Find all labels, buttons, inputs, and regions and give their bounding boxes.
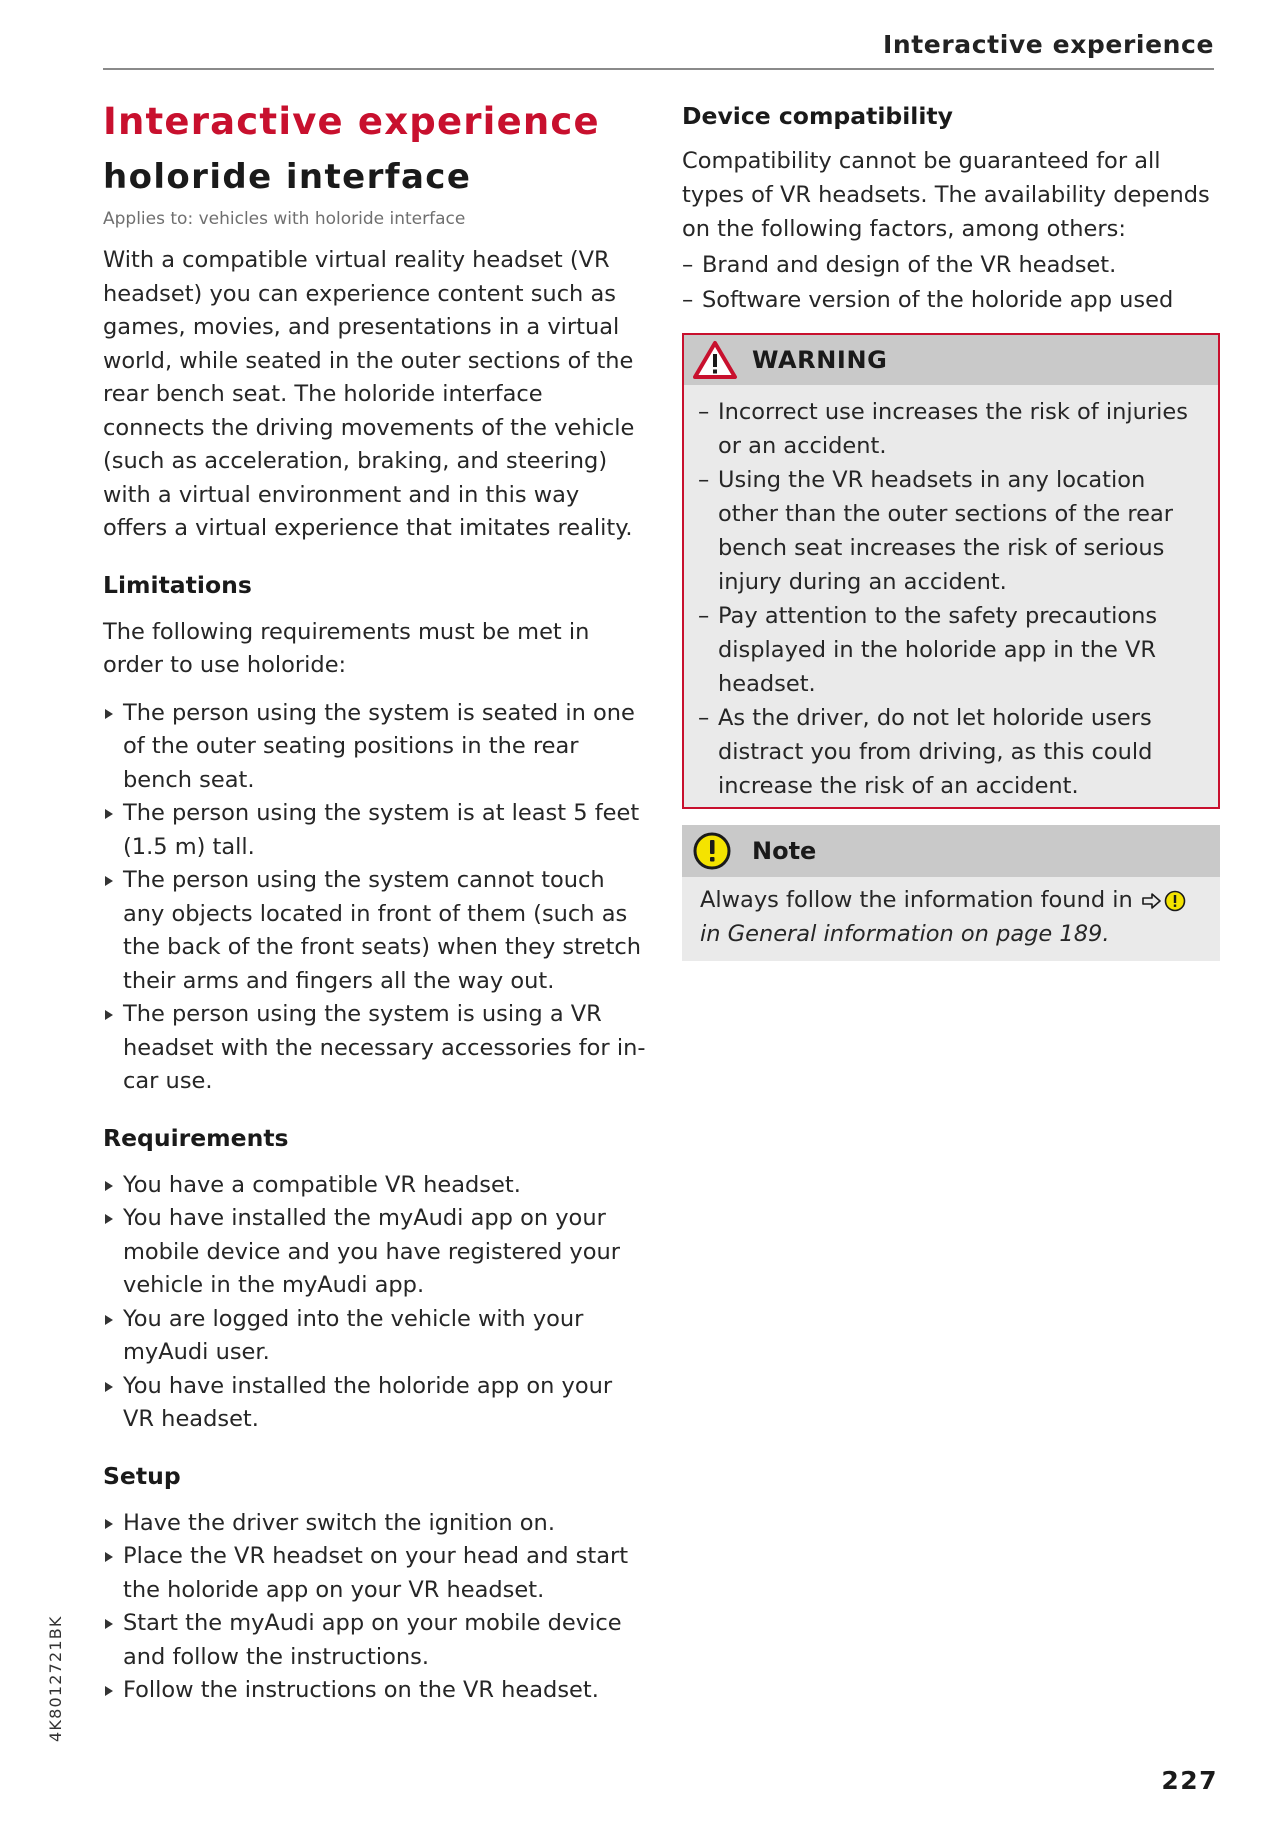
- list-item-text: Have the driver switch the ignition on.: [123, 1509, 555, 1536]
- list-item-text: You have installed the holoride app on your VR headset.: [123, 1372, 613, 1432]
- list-item-text: You are logged into the vehicle with your myAudi user.: [123, 1305, 584, 1365]
- bullet-triangle-icon: [105, 809, 113, 819]
- list-item: – Software version of the holoride app used: [682, 286, 1174, 313]
- list-item: [103, 1202, 649, 1303]
- list-item: [103, 1607, 649, 1674]
- warning-list: [684, 385, 1218, 807]
- list-item-text: You have installed the myAudi app on your mobile device and you have registered your vehicle in the myAudi app.: [123, 1205, 620, 1298]
- list-item: – Incorrect use increases the risk of injuries or an accident.: [698, 399, 1188, 459]
- list-item: [103, 1540, 649, 1607]
- requirements-heading: Requirements: [103, 1123, 289, 1152]
- list-item-text: Place the VR headset on your head and start the holoride app on your VR headset.: [123, 1543, 629, 1603]
- document-code: 4K8012721BK: [46, 1615, 65, 1742]
- section-title: Interactive experience: [103, 100, 600, 143]
- left-column: [103, 96, 649, 1708]
- compatibility-factors-list: [682, 248, 1220, 317]
- note-exclamation-icon: [692, 831, 732, 871]
- setup-list: [103, 1507, 649, 1708]
- list-item-text: Software version of the holoride app used: [702, 286, 1174, 313]
- list-item: [103, 797, 649, 864]
- list-item-text: Incorrect use increases the risk of injuries or an accident.: [718, 399, 1188, 459]
- applies-to-note: Applies to: vehicles with holoride interface: [103, 209, 466, 229]
- warning-header: [684, 335, 1218, 385]
- list-item: [103, 697, 649, 798]
- list-item-text: You have a compatible VR headset.: [123, 1171, 521, 1198]
- list-item-text: The person using the system is using a VR headset with the necessary accessories for in-car use.: [123, 1001, 646, 1094]
- page-number: 227: [1161, 1766, 1218, 1795]
- list-item: – Brand and design of the VR headset.: [682, 252, 1117, 278]
- list-item: – As the driver, do not let holoride users distract you from driving, as this could increase the risk of an accident.: [698, 705, 1153, 799]
- requirements-list: [103, 1169, 649, 1437]
- bullet-triangle-icon: [105, 1519, 113, 1529]
- setup-heading: Setup: [103, 1461, 181, 1490]
- list-item-text: As the driver, do not let holoride users distract you from driving, as this could increase the risk of an accident.: [718, 705, 1153, 799]
- list-item: [103, 1303, 649, 1370]
- list-item: [103, 1507, 649, 1541]
- list-item-text: Start the myAudi app on your mobile device and follow the instructions.: [123, 1610, 622, 1670]
- list-item: [103, 1370, 649, 1437]
- bullet-triangle-icon: [105, 1214, 113, 1224]
- note-page-reference[interactable]: General information on page 189.: [727, 921, 1110, 947]
- list-item-text: Follow the instructions on the VR headset.: [123, 1677, 599, 1703]
- right-column: [682, 96, 1220, 961]
- bullet-triangle-icon: [105, 1552, 113, 1562]
- device-compatibility-text: Compatibility cannot be guaranteed for all types of VR headsets. The availability depends on the following factors, among others:: [682, 148, 1210, 242]
- header-rule: [103, 68, 1214, 70]
- list-item: [103, 864, 649, 998]
- list-item-text: Pay attention to the safety precautions displayed in the holoride app in the VR headset.: [718, 603, 1158, 697]
- reference-icons[interactable]: [1142, 890, 1186, 912]
- bullet-triangle-icon: [105, 1315, 113, 1325]
- list-item-text: Brand and design of the VR headset.: [702, 252, 1117, 278]
- warning-box: [682, 333, 1220, 809]
- bullet-triangle-icon: [105, 1010, 113, 1020]
- note-title: Note: [752, 837, 817, 865]
- note-text: [682, 877, 1220, 961]
- list-item: [103, 998, 649, 1099]
- page-heading: holoride interface: [103, 157, 472, 197]
- bullet-triangle-icon: [105, 1181, 113, 1191]
- note-text-lead: Always follow the information found in: [700, 887, 1133, 913]
- bullet-triangle-icon: [105, 1382, 113, 1392]
- arrow-reference-icon: [1142, 893, 1162, 909]
- bullet-triangle-icon: [105, 709, 113, 719]
- note-text-in: in: [700, 921, 721, 947]
- list-item-text: The person using the system is at least 5 feet (1.5 m) tall.: [123, 800, 640, 860]
- note-box: [682, 825, 1220, 961]
- list-item: [103, 1169, 649, 1203]
- limitations-text: The following requirements must be met in order to use holoride:: [103, 618, 590, 678]
- caution-circle-icon: [1164, 890, 1186, 912]
- list-item-text: The person using the system is seated in one of the outer seating positions in the rear bench seat.: [123, 699, 635, 793]
- list-item-text: The person using the system cannot touch any objects located in front of them (such as the back of the front seats) when they stretch their arms and fingers all the way out.: [123, 867, 642, 994]
- bullet-triangle-icon: [105, 1686, 113, 1696]
- bullet-triangle-icon: [105, 1619, 113, 1629]
- device-compatibility-heading: Device compatibility: [682, 102, 953, 130]
- intro-paragraph: With a compatible virtual reality headset (VR headset) you can experience content such as games, movies, and presentations in a virtual world, while seated in the outer sections of the rear bench seat. The holoride interface connects the driving movements of the vehicle (such as acceleration, braking, and steering) with a virtual environment and in this way offers a virtual experience that imitates reality.: [103, 247, 635, 541]
- warning-triangle-icon: [692, 340, 738, 380]
- warning-title: WARNING: [752, 346, 888, 374]
- list-item: – Using the VR headsets in any location other than the outer sections of the rear bench seat increases the risk of serious injury during an accident.: [698, 467, 1174, 595]
- note-header: [682, 825, 1220, 877]
- list-item: [103, 1674, 649, 1708]
- list-item: – Pay attention to the safety precautions displayed in the holoride app in the VR headset.: [698, 603, 1158, 697]
- list-item-text: Using the VR headsets in any location other than the outer sections of the rear bench seat increases the risk of serious injury during an accident.: [718, 467, 1174, 595]
- running-header-title: Interactive experience: [882, 30, 1214, 59]
- bullet-triangle-icon: [105, 876, 113, 886]
- limitations-list: [103, 697, 649, 1099]
- limitations-heading: Limitations: [103, 570, 252, 599]
